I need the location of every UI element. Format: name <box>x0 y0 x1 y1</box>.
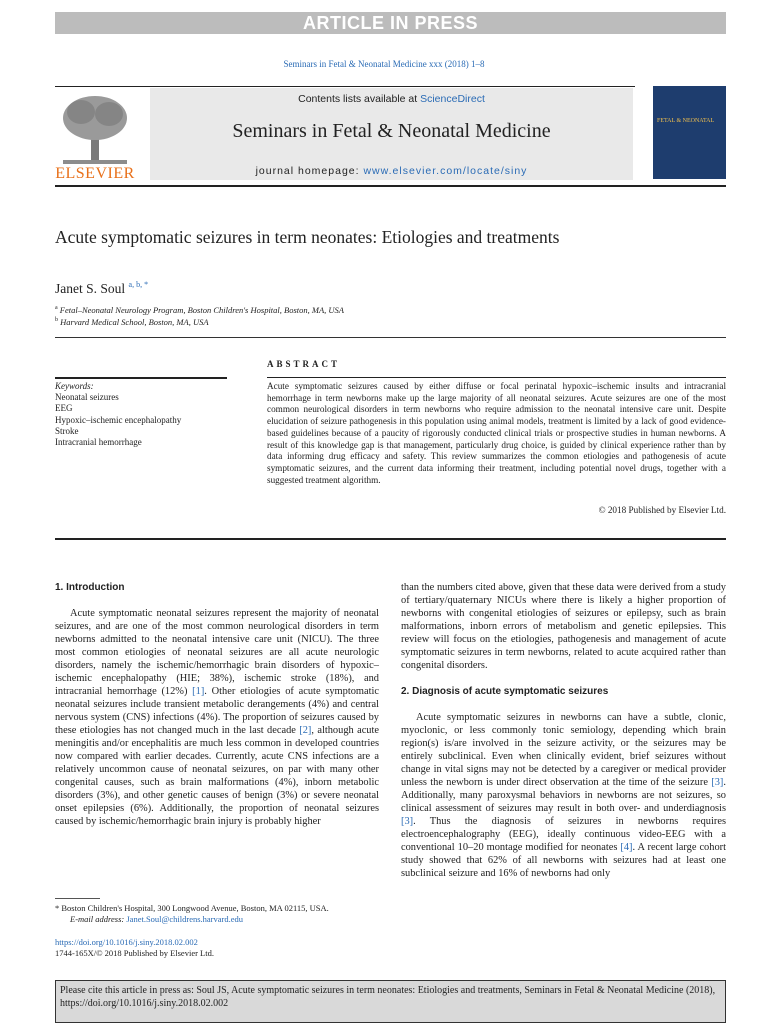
contents-prefix: Contents lists available at <box>298 93 421 105</box>
header-bottom-rule <box>55 185 726 187</box>
paragraph-text: . Thus the diagnosis of seizures in newborns requires electroencephalography (EEG), ideally continuous video-EEG with a conventional 10–20 montage modified for neonates <box>401 816 726 853</box>
intro-paragraph <box>55 607 379 828</box>
keywords-block <box>55 381 227 448</box>
citation-box: Please cite this article in press as: Soul JS, Acute symptomatic seizures in term neonates: Etiologies and treatments, Seminars in Fetal & Neonatal Medicine (2018), https://doi.org/10.1016/j.siny.2018.02.002 <box>55 980 726 1023</box>
contents-line <box>150 93 633 105</box>
diagnosis-paragraph <box>401 711 726 880</box>
paragraph-text: , although acute meningitis and/or encephalitis are much less common in developed countries now compared with earlier decades. Currently, acute CNS infections are a relatively uncommon cause of neonatal seizures, on par with many other congenital causes, such as brain malformations (4%), inborn metabolic disorders (3%), and other genetic causes of benign (3%) or severe neonatal onset epilepsies (6%). Additionally, the proportion of neonatal seizures caused by ischemic/hemorrhagic brain injury is probably higher <box>55 725 379 827</box>
publisher-name: ELSEVIER <box>55 165 135 182</box>
journal-reference[interactable]: Seminars in Fetal & Neonatal Medicine xxx (2018) 1–8 <box>283 59 485 69</box>
body-column-right <box>401 581 726 880</box>
cover-title: FETAL & NEONATAL <box>657 118 715 124</box>
abstract-copyright: © 2018 Published by Elsevier Ltd. <box>598 505 726 515</box>
email-label: E-mail address: <box>70 914 127 924</box>
keyword-item: Stroke <box>55 425 79 436</box>
keywords-heading: Keywords: <box>55 381 94 391</box>
footnote-rule <box>55 898 100 899</box>
header-top-rule <box>55 86 635 87</box>
section-heading-diagnosis: 2. Diagnosis of acute symptomatic seizures <box>401 686 609 697</box>
affiliation-a <box>55 305 344 315</box>
paragraph-text: . Additionally, many paroxysmal behaviors in newborns are not seizures, so clinical assessment of seizures may result in both over- and underdiagnosis <box>401 777 726 814</box>
intro-continuation: than the numbers cited above, given that these data were derived from a study of tertiary/quaternary NICUs where there is likely a higher proportion of newborns with congenital etiologies of seizures or epilepsy, such as brain malformations, inborn errors of metabolism and genetic epilepsies. This review will focus on the etiologies, pathogenesis and management of acute symptomatic seizures in term newborns, related to acute acquired rather than congenital disorders. <box>401 582 726 671</box>
affiliation-text: Fetal–Neonatal Neurology Program, Boston Children's Hospital, Boston, MA, USA <box>59 305 344 315</box>
reference-link[interactable]: [1] <box>192 686 205 697</box>
keyword-item: Neonatal seizures <box>55 392 119 403</box>
abstract-text: Acute symptomatic seizures caused by either diffuse or focal perinatal hypoxic–ischemic insults and intracranial hemorrhage in term newborns make up the large majority of all neonatal seizures. Acute seizures are one of the most common neurological disorders in term newborns who require admission to the neonatal intensive care unit. Despite elucidation of seizure pathogenesis in this population using animal models, treatment is limited by a lack of good evidence-based guidelines because of a paucity of rigorously conducted clinical trials or prospective studies in human newborns. A result of this knowledge gap is that management, particularly drug choice, is guided by clinical experience rather than by data informing drug efficacy and safety. This review summarizes the common etiologies and pathogenesis of acute symptomatic seizures, and the current data informing their treatment, including potential novel drugs, together with a suggested treatment algorithm. <box>267 381 726 485</box>
affiliation-mark: b <box>55 317 58 324</box>
abstract-heading: ABSTRACT <box>267 359 341 369</box>
journal-cover-image <box>653 86 726 179</box>
article-title: Acute symptomatic seizures in term neonates: Etiologies and treatments <box>55 227 560 247</box>
author-line <box>55 281 148 297</box>
body-column-left <box>55 581 379 828</box>
reference-link[interactable]: [3] <box>711 777 724 788</box>
affiliation-text: Harvard Medical School, Boston, MA, USA <box>60 317 209 327</box>
keyword-item: Hypoxic–ischemic encephalopathy <box>55 414 182 425</box>
sciencedirect-link[interactable]: ScienceDirect <box>420 93 485 105</box>
paragraph-text: . A recent large cohort study showed that 62% of all newborns with seizures had at least one subclinical seizure and 16% of newborns had only <box>401 842 726 879</box>
journal-homepage-line <box>150 165 633 177</box>
keywords-rule <box>55 377 227 379</box>
abstract-bottom-rule <box>55 538 726 540</box>
paragraph-text: . Other etiologies of acute symptomatic neonatal seizures include transient metabolic derangements (4%) and central nervous system (CNS) infections (4%). The proportion of seizures caused by these etiologies has not changed much in the last decade <box>55 686 379 736</box>
homepage-link[interactable]: www.elsevier.com/locate/siny <box>363 165 528 177</box>
keyword-item: Intracranial hemorrhage <box>55 437 142 448</box>
reference-link[interactable]: [3] <box>401 816 414 827</box>
reference-link[interactable]: [2] <box>299 725 312 736</box>
affiliation-mark: a <box>55 305 58 312</box>
doi-link[interactable]: https://doi.org/10.1016/j.siny.2018.02.002 <box>55 937 198 947</box>
affiliation-b <box>55 317 209 327</box>
issn-line: 1744-165X/© 2018 Published by Elsevier Ltd. <box>55 948 214 958</box>
article-in-press-banner: ARTICLE IN PRESS <box>55 12 726 34</box>
keyword-item: EEG <box>55 403 73 414</box>
paragraph-text: Acute symptomatic seizures in newborns can have a subtle, clonic, myoclonic, or less commonly tonic semiology, depending which brain region(s) is/are involved in the seizure activity, or the seizures may be entirely subclinical. Even when clinically evident, brief seizures without change in vital signs may not be detected by a caregiver or medical provider unless the newborn is under direct observation at the time of the seizure <box>401 712 726 788</box>
author-affiliation-marks[interactable]: a, b, * <box>128 280 149 289</box>
reference-link[interactable]: [4] <box>620 842 633 853</box>
homepage-prefix: journal homepage: <box>255 165 364 177</box>
corresponding-footnote: * Boston Children's Hospital, 300 Longwood Avenue, Boston, MA 02115, USA. <box>55 903 329 913</box>
journal-title: Seminars in Fetal & Neonatal Medicine <box>232 120 551 142</box>
email-link[interactable]: Janet.Soul@childrens.harvard.edu <box>126 914 244 924</box>
author-name: Janet S. Soul <box>55 281 126 296</box>
email-footnote <box>70 914 243 924</box>
divider <box>55 337 726 338</box>
abstract-rule <box>267 377 726 378</box>
paragraph-text: Acute symptomatic neonatal seizures represent the majority of neonatal seizures, and are one of the most common neurological disorders in term newborns admitted to the neonatal intensive care unit (NICU). The three most common etiologies of neonatal seizures are all acute neurologic disorders, namely the ischemic/hemorrhagic brain disorders of hypoxic–ischemic encephalopathy (HIE; 38%), ischemic stroke (18%), and intracranial hemorrhage (12%) <box>55 608 379 697</box>
section-heading-introduction: 1. Introduction <box>55 582 125 593</box>
